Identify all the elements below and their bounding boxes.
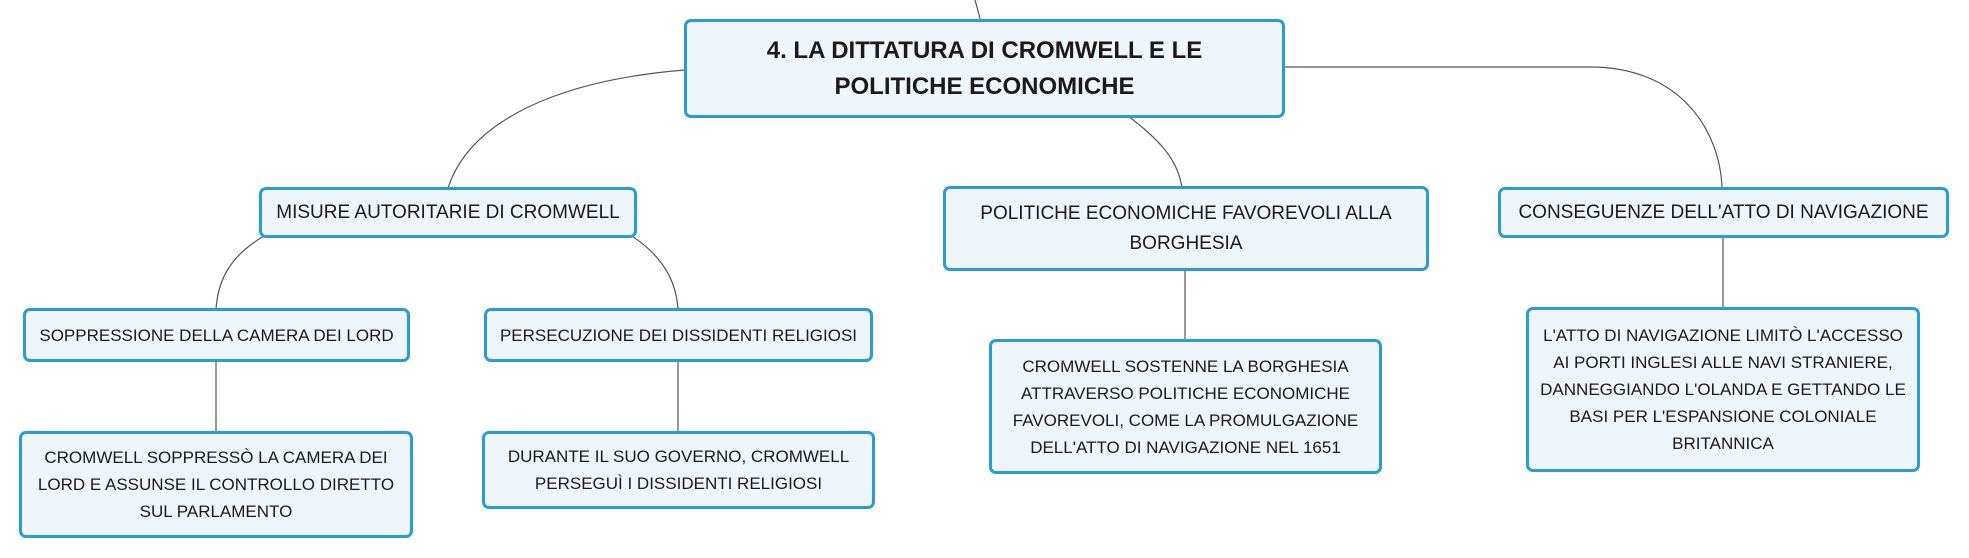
detail-politiche-economiche-text: CROMWELL SOSTENNE LA BORGHESIA ATTRAVERSO POLITICHE ECONOMICHE FAVOREVOLI, COME LA PROMULGAZIONE DELL'ATTO DI NAVIGAZIONE NEL 1651 [1012, 356, 1359, 457]
topic-politiche-economiche-label: POLITICHE ECONOMICHE FAVOREVOLI ALLA BORGHESIA [980, 202, 1392, 254]
subtopic-persecuzione-dissidenti-label: PERSECUZIONE DEI DISSIDENTI RELIGIOSI [499, 325, 858, 345]
detail-persecuzione-dissidenti[interactable] [482, 431, 875, 509]
root-topic[interactable] [684, 19, 1285, 118]
subtopic-soppressione-camera[interactable] [23, 308, 410, 362]
connector-misure-persecuzione [632, 236, 678, 309]
detail-politiche-economiche[interactable] [989, 339, 1382, 474]
topic-misure-autoritarie-label: MISURE AUTORITARIE DI CROMWELL [276, 201, 620, 223]
detail-soppressione-camera-text: CROMWELL SOPPRESSÒ LA CAMERA DEI LORD E ASSUNSE IL CONTROLLO DIRETTO SUL PARLAMENTO [37, 448, 395, 521]
connector-misure-soppressione [216, 236, 264, 309]
subtopic-persecuzione-dissidenti[interactable] [484, 308, 873, 362]
connector-root-misure [448, 70, 685, 188]
detail-conseguenze-atto[interactable] [1526, 307, 1920, 472]
detail-conseguenze-atto-text: L'ATTO DI NAVIGAZIONE LIMITÒ L'ACCESSO AI PORTI INGLESI ALLE NAVI STRANIERE, DANNEGGIANDO L'OLANDA E GETTANDO LE BASI PER L'ESPANSIONE COLONIALE BRITANNICA [1540, 326, 1906, 453]
subtopic-soppressione-camera-label: SOPPRESSIONE DELLA CAMERA DEI LORD [39, 325, 394, 345]
topic-misure-autoritarie[interactable] [259, 187, 637, 238]
root-topic-label: 4. LA DITTATURA DI CROMWELL E LE POLITICHE ECONOMICHE [766, 36, 1203, 100]
detail-persecuzione-dissidenti-text: DURANTE IL SUO GOVERNO, CROMWELL PERSEGUÌ I DISSIDENTI RELIGIOSI [507, 447, 850, 493]
topic-conseguenze-atto[interactable] [1498, 187, 1949, 238]
detail-soppressione-camera[interactable] [19, 431, 413, 538]
topic-conseguenze-atto-label: CONSEGUENZE DELL'ATTO DI NAVIGAZIONE [1518, 201, 1929, 223]
connector-root-conseguenze [1282, 67, 1722, 188]
topic-politiche-economiche[interactable] [943, 186, 1429, 271]
connector-root-politiche [1128, 116, 1182, 188]
